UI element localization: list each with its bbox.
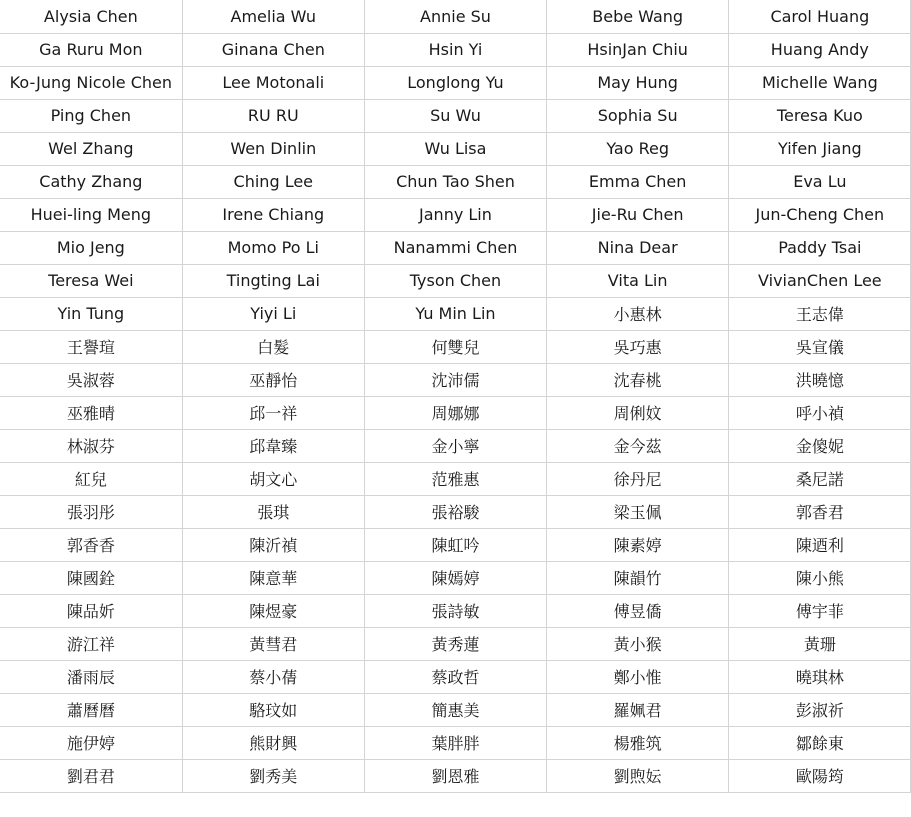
name-cell: 陳沂禎 <box>182 528 364 561</box>
name-cell: 陳虹吟 <box>364 528 546 561</box>
name-cell: Mio Jeng <box>0 231 182 264</box>
table-row <box>0 561 911 594</box>
name-cell: 陳韻竹 <box>547 561 729 594</box>
name-cell: 張裕駿 <box>364 495 546 528</box>
name-cell: 呼小禎 <box>729 396 911 429</box>
name-cell: Vita Lin <box>547 264 729 297</box>
name-cell: 沈春桃 <box>547 363 729 396</box>
name-cell: 劉秀美 <box>182 759 364 792</box>
name-cell: 游江祥 <box>0 627 182 660</box>
name-cell: 蔡小蒨 <box>182 660 364 693</box>
name-cell: Sophia Su <box>547 99 729 132</box>
name-cell: 陳素婷 <box>547 528 729 561</box>
table-row <box>0 165 911 198</box>
name-cell: Irene Chiang <box>182 198 364 231</box>
name-cell: Paddy Tsai <box>729 231 911 264</box>
name-cell: Teresa Kuo <box>729 99 911 132</box>
name-cell: Wu Lisa <box>364 132 546 165</box>
name-cell: Eva Lu <box>729 165 911 198</box>
name-cell: 林淑芬 <box>0 429 182 462</box>
table-row <box>0 264 911 297</box>
name-cell: 郭香君 <box>729 495 911 528</box>
name-cell: 范雅惠 <box>364 462 546 495</box>
name-cell: 陳意華 <box>182 561 364 594</box>
name-cell: 簡惠美 <box>364 693 546 726</box>
name-cell: 張琪 <box>182 495 364 528</box>
name-cell: Emma Chen <box>547 165 729 198</box>
name-cell: 蕭曆曆 <box>0 693 182 726</box>
name-cell: Ko-Jung Nicole Chen <box>0 66 182 99</box>
table-row <box>0 363 911 396</box>
name-cell: 沈沛儒 <box>364 363 546 396</box>
name-cell: 金傻妮 <box>729 429 911 462</box>
table-row <box>0 0 911 33</box>
name-cell: 陳小熊 <box>729 561 911 594</box>
name-cell: 白髮 <box>182 330 364 363</box>
name-cell: 陳品妡 <box>0 594 182 627</box>
name-cell: 吳淑蓉 <box>0 363 182 396</box>
name-cell: 傅昱僑 <box>547 594 729 627</box>
name-cell: Jie-Ru Chen <box>547 198 729 231</box>
table-row <box>0 198 911 231</box>
name-cell: Alysia Chen <box>0 0 182 33</box>
name-cell: 曉琪林 <box>729 660 911 693</box>
name-cell: Amelia Wu <box>182 0 364 33</box>
name-cell: 巫靜怡 <box>182 363 364 396</box>
table-row <box>0 693 911 726</box>
name-cell: HsinJan Chiu <box>547 33 729 66</box>
name-cell: Yao Reg <box>547 132 729 165</box>
name-cell: 蔡政哲 <box>364 660 546 693</box>
name-cell: Lee Motonali <box>182 66 364 99</box>
name-cell: Yifen Jiang <box>729 132 911 165</box>
name-cell: 陳嫣婷 <box>364 561 546 594</box>
table-row <box>0 759 911 792</box>
name-cell: Ping Chen <box>0 99 182 132</box>
name-cell: 歐陽筠 <box>729 759 911 792</box>
name-cell: Chun Tao Shen <box>364 165 546 198</box>
name-cell: 黃珊 <box>729 627 911 660</box>
name-cell: Carol Huang <box>729 0 911 33</box>
name-cell: 黃彗君 <box>182 627 364 660</box>
name-cell: 楊雅筑 <box>547 726 729 759</box>
name-cell: 葉胖胖 <box>364 726 546 759</box>
table-row <box>0 297 911 330</box>
table-row <box>0 528 911 561</box>
name-cell: 鄒餘東 <box>729 726 911 759</box>
table-row <box>0 396 911 429</box>
name-cell: Tingting Lai <box>182 264 364 297</box>
table-row <box>0 99 911 132</box>
name-cell: Hsin Yi <box>364 33 546 66</box>
name-cell: Bebe Wang <box>547 0 729 33</box>
name-cell: 周娜娜 <box>364 396 546 429</box>
name-cell: 胡文心 <box>182 462 364 495</box>
name-cell: Jun-Cheng Chen <box>729 198 911 231</box>
name-cell: 張羽彤 <box>0 495 182 528</box>
name-cell: Ga Ruru Mon <box>0 33 182 66</box>
table-row <box>0 66 911 99</box>
name-cell: Su Wu <box>364 99 546 132</box>
table-row <box>0 627 911 660</box>
name-cell: Huei-ling Meng <box>0 198 182 231</box>
name-cell: Michelle Wang <box>729 66 911 99</box>
table-row <box>0 660 911 693</box>
name-cell: Wen Dinlin <box>182 132 364 165</box>
name-cell: 張詩敏 <box>364 594 546 627</box>
name-cell: 陳國銓 <box>0 561 182 594</box>
name-cell: 羅姵君 <box>547 693 729 726</box>
name-cell: Longlong Yu <box>364 66 546 99</box>
name-cell: 王志偉 <box>729 297 911 330</box>
name-cell: 巫雅晴 <box>0 396 182 429</box>
name-cell: 潘雨辰 <box>0 660 182 693</box>
name-cell: Ginana Chen <box>182 33 364 66</box>
name-cell: 洪曉憶 <box>729 363 911 396</box>
name-cell: 郭香香 <box>0 528 182 561</box>
name-cell: Yiyi Li <box>182 297 364 330</box>
name-cell: Nanammi Chen <box>364 231 546 264</box>
name-cell: Yu Min Lin <box>364 297 546 330</box>
name-cell: Annie Su <box>364 0 546 33</box>
name-cell: 何雙兒 <box>364 330 546 363</box>
table-row <box>0 726 911 759</box>
name-cell: 邱韋臻 <box>182 429 364 462</box>
name-cell: Wel Zhang <box>0 132 182 165</box>
name-cell: 劉君君 <box>0 759 182 792</box>
name-cell: 彭淑祈 <box>729 693 911 726</box>
table-row <box>0 429 911 462</box>
table-row <box>0 330 911 363</box>
name-cell: VivianChen Lee <box>729 264 911 297</box>
name-cell: May Hung <box>547 66 729 99</box>
name-cell: 陳迺利 <box>729 528 911 561</box>
name-cell: Teresa Wei <box>0 264 182 297</box>
name-cell: 鄭小惟 <box>547 660 729 693</box>
name-cell: 紅兒 <box>0 462 182 495</box>
name-cell: 王譽瑄 <box>0 330 182 363</box>
name-cell: Nina Dear <box>547 231 729 264</box>
name-cell: 周俐妏 <box>547 396 729 429</box>
table-row <box>0 132 911 165</box>
name-cell: 劉恩雅 <box>364 759 546 792</box>
name-cell: 駱玟如 <box>182 693 364 726</box>
name-cell: 陳煜豪 <box>182 594 364 627</box>
name-cell: 梁玉佩 <box>547 495 729 528</box>
table-row <box>0 231 911 264</box>
name-cell: Tyson Chen <box>364 264 546 297</box>
table-row <box>0 462 911 495</box>
name-cell: Cathy Zhang <box>0 165 182 198</box>
name-cell: Yin Tung <box>0 297 182 330</box>
name-cell: Huang Andy <box>729 33 911 66</box>
name-cell: 黃小猴 <box>547 627 729 660</box>
name-cell: RU RU <box>182 99 364 132</box>
name-cell: 施伊婷 <box>0 726 182 759</box>
name-cell: 金今茲 <box>547 429 729 462</box>
name-cell: 吳巧惠 <box>547 330 729 363</box>
table-row <box>0 33 911 66</box>
name-cell: 傅宇菲 <box>729 594 911 627</box>
name-cell: Janny Lin <box>364 198 546 231</box>
name-cell: 桑尼諾 <box>729 462 911 495</box>
name-cell: 邱一祥 <box>182 396 364 429</box>
name-cell: 劉煦妘 <box>547 759 729 792</box>
name-cell: 小惠林 <box>547 297 729 330</box>
name-cell: 黃秀蓮 <box>364 627 546 660</box>
table-row <box>0 594 911 627</box>
name-cell: Ching Lee <box>182 165 364 198</box>
name-cell: 徐丹尼 <box>547 462 729 495</box>
name-cell: 熊財興 <box>182 726 364 759</box>
name-cell: 吳宣儀 <box>729 330 911 363</box>
table-row <box>0 495 911 528</box>
name-cell: Momo Po Li <box>182 231 364 264</box>
name-cell: 金小寧 <box>364 429 546 462</box>
